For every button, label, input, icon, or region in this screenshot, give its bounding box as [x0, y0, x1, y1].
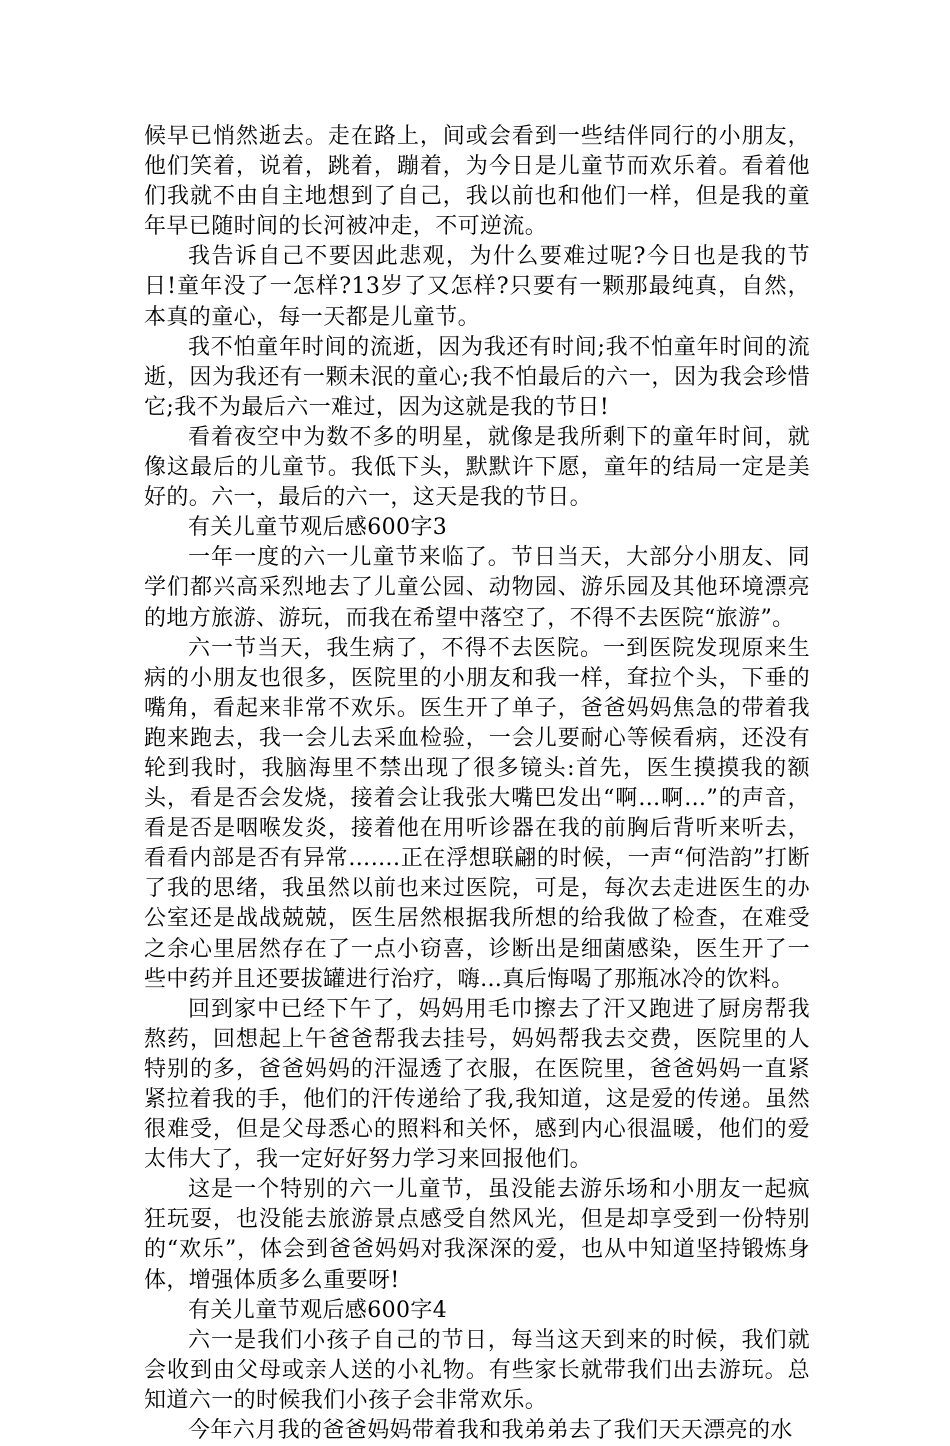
paragraph: 回到家中已经下午了，妈妈用毛巾擦去了汗又跑进了厨房帮我熬药，回想起上午爸爸帮我去挂号，妈妈帮我去交费，医院里的人特别的多，爸爸妈妈的汗湿透了衣服，在医院里，爸爸妈妈一直紧紧拉着我的手，他们的汗传递给了我,我知道，这是爱的传递。虽然很难受，但是父母悉心的照料和关怀，感到内心很温暖，他们的爱太伟大了，我一定好好努力学习来回报他们。 — [144, 996, 810, 1173]
paragraph: 一年一度的六一儿童节来临了。节日当天，大部分小朋友、同学们都兴高采烈地去了儿童公园、动物园、游乐园及其他环境漂亮的地方旅游、游玩，而我在希望中落空了，不得不去医院“旅游”。 — [144, 545, 810, 631]
paragraph: 我告诉自己不要因此悲观，为什么要难过呢?今日也是我的节日!童年没了一怎样?13岁了又怎样?只要有一颗那最纯真，自然，本真的童心，每一天都是儿童节。 — [144, 244, 810, 330]
paragraph: 六一节当天，我生病了，不得不去医院。一到医院发现原来生病的小朋友也很多，医院里的小朋友和我一样，耷拉个头，下垂的嘴角，看起来非常不欢乐。医生开了单子，爸爸妈妈焦急的带着我跑来跑去，我一会儿去采血检验，一会儿要耐心等候看病，还没有轮到我时，我脑海里不禁出现了很多镜头:首先，医生摸摸我的额头，看是否会发烧，接着会让我张大嘴巴发出“啊…啊…”的声音，看是否是咽喉发炎，接着他在用听诊器在我的前胸后背听来听去，看看内部是否有异常…….正在浮想联翩的时候，一声“何浩韵”打断了我的思绪，我虽然以前也来过医院，可是，每次去走进医生的办公室还是战战兢兢，医生居然根据我所想的给我做了检查，在难受之余心里居然存在了一点小窃喜，诊断出是细菌感染，医生开了一些中药并且还要拔罐进行治疗，嗨…真后悔喝了那瓶冰冷的饮料。 — [144, 635, 810, 992]
section-heading: 有关儿童节观后感600字3 — [188, 515, 448, 541]
paragraph: 六一是我们小孩子自己的节日，每当这天到来的时候，我们就会收到由父母或亲人送的小礼物。有些家长就带我们出去游玩。总知道六一的时候我们小孩子会非常欢乐。 — [144, 1327, 810, 1413]
paragraph: 我不怕童年时间的流逝，因为我还有时间;我不怕童年时间的流逝，因为我还有一颗未泯的童心;我不怕最后的六一，因为我会珍惜它;我不为最后六一难过，因为这就是我的节日! — [144, 334, 810, 420]
paragraph-continued: 候早已悄然逝去。走在路上，间或会看到一些结伴同行的小朋友，他们笑着，说着，跳着，蹦着，为今日是儿童节而欢乐着。看着他们我就不由自主地想到了自己，我以前也和他们一样，但是我的童年早已随时间的长河被冲走，不可逆流。 — [144, 124, 810, 240]
paragraph: 看着夜空中为数不多的明星，就像是我所剩下的童年时间，就像这最后的儿童节。我低下头，默默许下愿，童年的结局一定是美好的。六一，最后的六一，这天是我的节日。 — [144, 424, 810, 511]
section-heading: 有关儿童节观后感600字4 — [188, 1297, 448, 1323]
paragraph: 这是一个特别的六一儿童节，虽没能去游乐场和小朋友一起疯狂玩耍，也没能去旅游景点感受自然风光，但是却享受到一份特别的“欢乐”，体会到爸爸妈妈对我深深的爱，也从中知道坚持锻炼身体，增强体质多么重要呀! — [144, 1177, 810, 1293]
paragraph: 今年六月我的爸爸妈妈带着我和我弟弟去了我们天天漂亮的水 — [188, 1418, 793, 1444]
document-page — [144, 122, 810, 1446]
